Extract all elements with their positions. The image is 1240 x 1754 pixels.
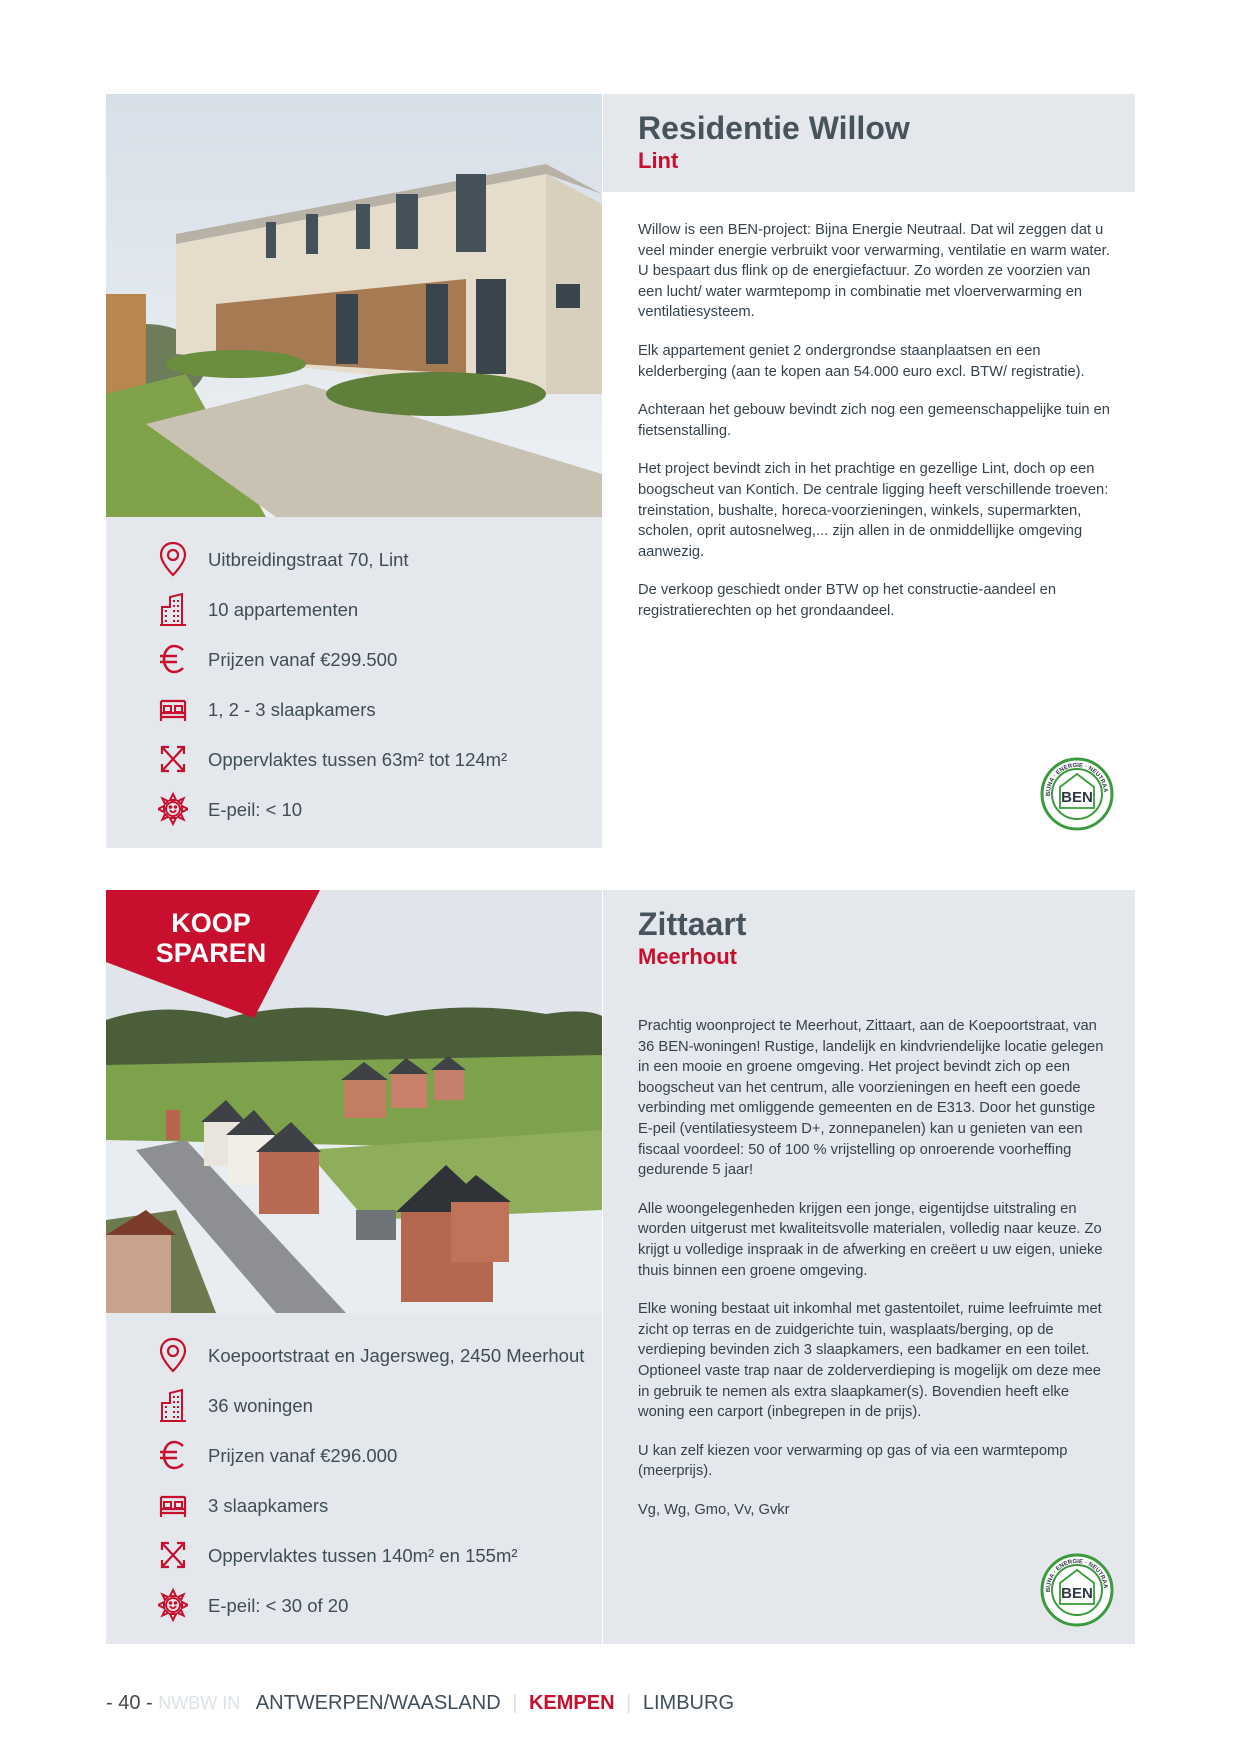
- feature-address: [106, 537, 602, 587]
- footer-region-antwerpen: ANTWERPEN/WAASLAND: [255, 1692, 501, 1714]
- location-pin-icon: [158, 541, 188, 577]
- project-zittaart: [106, 890, 1135, 1644]
- footer-region-kempen: KEMPEN: [528, 1692, 615, 1714]
- building-icon: [158, 591, 188, 627]
- project-description-panel: [603, 94, 1135, 848]
- project-description: [638, 220, 1113, 640]
- ben-label-badge: [1039, 1552, 1115, 1628]
- feature-address-text: Koepoortstraat en Jagersweg, 2450 Meerhout: [208, 1345, 585, 1366]
- project-location: Lint: [638, 148, 679, 173]
- description-paragraph: Vg, Wg, Gmo, Vv, Gvkr: [638, 1501, 790, 1518]
- expand-arrows-icon: [158, 1537, 188, 1573]
- ben-label-badge: [1039, 756, 1115, 832]
- description-paragraph: Willow is een BEN-project: Bijna Energie Neutraal. Dat wil zeggen dat u veel minder energie verbruikt voor verwarming, ventilatie en warm water. U bespaart dus flink op de energiefactuur. Zo worden ze voorzien van een lucht/ water warmtepomp in combinatie met vloerverwarming en ventilatiesysteem.: [638, 222, 1110, 321]
- feature-area: [106, 1533, 602, 1583]
- feature-units: [106, 587, 602, 637]
- feature-area-text: Oppervlaktes tussen 63m² tot 124m²: [208, 749, 508, 770]
- project-location: Meerhout: [638, 944, 737, 969]
- ribbon-line-2: SPAREN: [155, 938, 267, 968]
- feature-bedrooms-text: 1, 2 - 3 slaapkamers: [208, 699, 376, 720]
- title-box: [603, 890, 1135, 988]
- description-paragraph: Elk appartement geniet 2 ondergrondse staanplaatsen en een kelderberging (aan te kopen aan 54.000 euro excl. BTW/ registratie).: [638, 342, 1085, 380]
- koop-sparen-ribbon: [126, 908, 296, 968]
- project-info-panel: [106, 890, 602, 1644]
- euro-icon: [158, 1437, 188, 1473]
- project-features: [106, 1333, 602, 1633]
- sun-energy-icon: [158, 1587, 188, 1623]
- footer-region-limburg: LIMBURG: [642, 1692, 734, 1714]
- ben-label-text: BEN: [1061, 789, 1093, 806]
- feature-units-text: 36 woningen: [208, 1395, 313, 1416]
- project-title: Zittaart: [638, 906, 747, 942]
- description-paragraph: Prachtig woonproject te Meerhout, Zittaart, aan de Koepoortstraat, van 36 BEN-woningen! Rustige, landelijk en kindvriendelijke locatie gelegen in een mooie en groene omgeving. Het project bevindt zich op een boogscheut van het centrum, alle voorzieningen en heeft een goede verbinding met omliggende gemeenten en de E313. Door het gunstige E-peil (ventilatiesysteem D+, zonnepanelen) kan u genieten van een fiscaal voordeel: 50 of 100 % vrijstelling op onroerende voorheffing gedurende 5 jaar!: [638, 1018, 1104, 1179]
- expand-arrows-icon: [158, 741, 188, 777]
- title-box: [603, 94, 1135, 192]
- ribbon-line-1: KOOP: [171, 908, 251, 938]
- feature-price-text: Prijzen vanaf €299.500: [208, 649, 398, 670]
- location-pin-icon: [158, 1337, 188, 1373]
- description-paragraph: U kan zelf kiezen voor verwarming op gas of via een warmtepomp (meerprijs).: [638, 1442, 1068, 1480]
- bed-icon: [158, 691, 188, 727]
- ben-label-text: BEN: [1061, 1585, 1093, 1602]
- feature-price-text: Prijzen vanaf €296.000: [208, 1445, 398, 1466]
- footer-separator: |: [512, 1692, 518, 1714]
- ben-ring-text: BIJNA · ENERGIE · NEUTRAA: [1045, 762, 1109, 797]
- feature-address-text: Uitbreidingstraat 70, Lint: [208, 549, 409, 570]
- project-photo-willow: [106, 94, 602, 517]
- feature-epeil-text: E-peil: < 30 of 20: [208, 1595, 349, 1616]
- description-paragraph: Elke woning bestaat uit inkomhal met gastentoilet, ruime leefruimte met zicht op terras en de zuidgerichte tuin, wasplaats/berging, op de verdieping bevinden zich 3 slaapkamers, een badkamer en een toilet. Optioneel vaste trap naar de zolderverdieping is mogelijk om deze mee in gebruik te nemen als extra slaapkamer(s). Bovendien heeft elke woning een carport (inbegrepen in de prijs).: [638, 1301, 1102, 1421]
- footer-brand: NWBW IN: [158, 1693, 241, 1713]
- project-description: [638, 1016, 1113, 1538]
- description-paragraph: Het project bevindt zich in het prachtige en gezellige Lint, doch op een boogscheut van Kontich. De centrale ligging heeft verschillende troeven: treinstation, bushalte, horeca-voorzieningen, winkels, supermarkten, scholen, oprit autosnelweg,... zijn allen in de onmiddellijke omgeving aanwezig.: [638, 461, 1109, 560]
- project-info-panel: [106, 94, 602, 848]
- feature-address: [106, 1333, 602, 1383]
- ben-ring-text: BIJNA · ENERGIE · NEUTRAA: [1045, 1558, 1109, 1593]
- euro-icon: [158, 641, 188, 677]
- feature-price: [106, 1433, 602, 1483]
- description-paragraph: Alle woongelegenheden krijgen een jonge, eigentijdse uitstraling en worden uitgerust met kwaliteitsvolle materialen, volledig naar keuze. Zo krijgt u volledige inspraak in de afwerking en creëert u uw eigen, unieke thuis binnen een groene omgeving.: [638, 1200, 1103, 1279]
- project-title: Residentie Willow: [638, 110, 910, 146]
- bed-icon: [158, 1487, 188, 1523]
- description-paragraph: De verkoop geschiedt onder BTW op het constructie-aandeel en registratierechten op het grondaandeel.: [638, 582, 1057, 619]
- page-footer: [106, 1692, 734, 1715]
- feature-units: [106, 1383, 602, 1433]
- footer-separator: |: [626, 1692, 632, 1714]
- feature-epeil-text: E-peil: < 10: [208, 799, 303, 820]
- feature-area-text: Oppervlaktes tussen 140m² en 155m²: [208, 1545, 518, 1566]
- feature-price: [106, 637, 602, 687]
- project-description-panel: [603, 890, 1135, 1644]
- sun-energy-icon: [158, 791, 188, 827]
- page-number: - 40 -: [106, 1692, 153, 1714]
- feature-units-text: 10 appartementen: [208, 599, 359, 620]
- feature-bedrooms-text: 3 slaapkamers: [208, 1495, 329, 1516]
- project-residentie-willow: [106, 94, 1135, 848]
- description-paragraph: Achteraan het gebouw bevindt zich nog een gemeenschappelijke tuin en fietsenstalling.: [638, 402, 1110, 439]
- building-icon: [158, 1387, 188, 1423]
- feature-bedrooms: [106, 1483, 602, 1533]
- feature-epeil: [106, 1583, 602, 1633]
- project-features: [106, 537, 602, 837]
- feature-area: [106, 737, 602, 787]
- feature-epeil: [106, 787, 602, 837]
- feature-bedrooms: [106, 687, 602, 737]
